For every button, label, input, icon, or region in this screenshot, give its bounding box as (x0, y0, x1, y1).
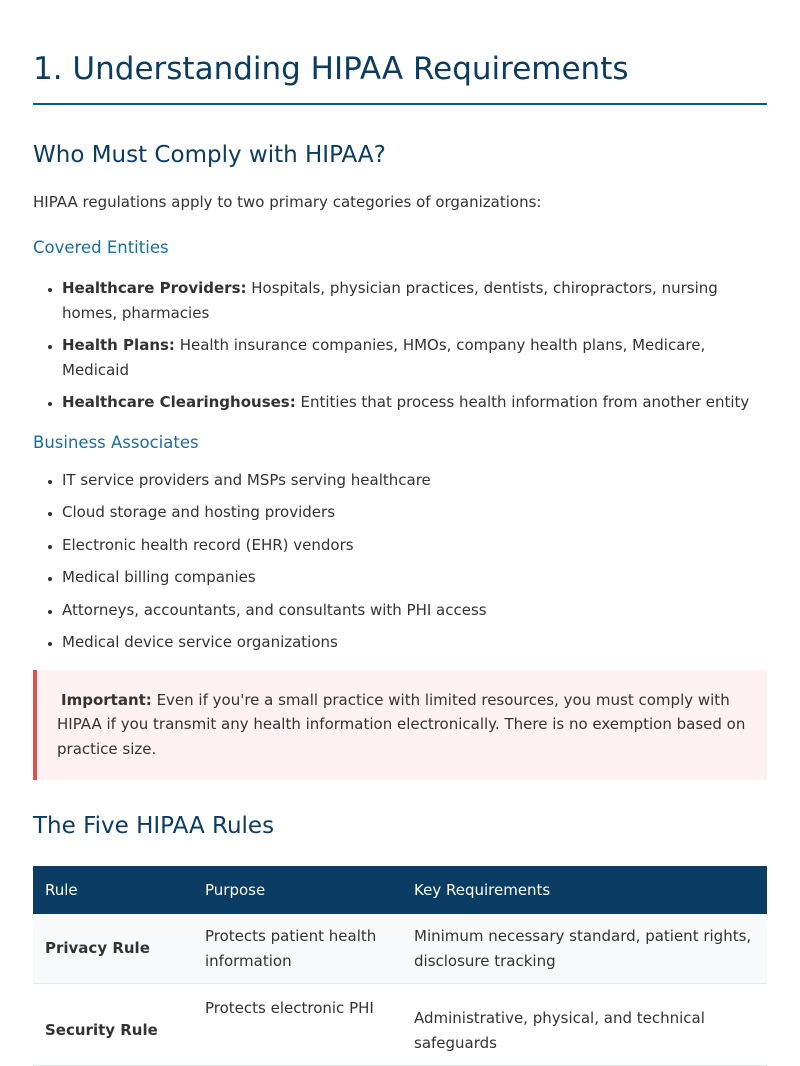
list-item-text: Entities that process health information from another entity (295, 393, 750, 411)
cell-purpose: Protects patient health information (193, 914, 402, 984)
list-item (62, 333, 767, 382)
cell-purpose: Protects electronic PHI (193, 984, 402, 1066)
list-item: • Medical billing companies (62, 565, 767, 590)
callout-label: Important: (61, 690, 152, 709)
covered-entities-list (33, 276, 767, 415)
cell-requirements: Administrative, physical, and technical safeguards (402, 984, 767, 1066)
list-item-text: Health insurance companies, HMOs, company health plans, Medicare, Medicaid (62, 336, 706, 379)
list-item (62, 276, 767, 325)
list-item (62, 390, 767, 415)
important-callout (33, 670, 767, 781)
list-item-text: Hospitals, physician practices, dentists, chiropractors, nursing homes, pharmacies (62, 279, 718, 322)
section-heading-who-must-comply: Who Must Comply with HIPAA? (33, 142, 386, 168)
page-title: 1. Understanding HIPAA Requirements (33, 51, 629, 87)
list-item: • Attorneys, accountants, and consultants with PHI access (62, 598, 767, 623)
cell-requirements: Minimum necessary standard, patient rights, disclosure tracking (402, 914, 767, 984)
title-divider (33, 103, 767, 105)
list-item: • Electronic health record (EHR) vendors (62, 533, 767, 558)
intro-paragraph: HIPAA regulations apply to two primary categories of organizations: (33, 193, 542, 211)
list-item-label: Health Plans: (62, 336, 175, 354)
business-associates-list (33, 468, 767, 655)
subheading-business-associates: Business Associates (33, 432, 199, 452)
cell-rule: Security Rule (33, 984, 193, 1066)
list-item: • Medical device service organizations (62, 630, 767, 655)
table-header-row (33, 866, 767, 914)
table-row (33, 914, 767, 984)
column-header-rule: Rule (33, 866, 193, 914)
list-item: • Cloud storage and hosting providers (62, 500, 767, 525)
callout-text: Even if you're a small practice with limited resources, you must comply with HIPAA if you transmit any health information electronically. There is no exemption based on practice size. (57, 690, 746, 758)
list-item-label: Healthcare Clearinghouses: (62, 393, 296, 411)
hipaa-rules-table (33, 866, 767, 1066)
section-heading-five-rules: The Five HIPAA Rules (33, 813, 275, 839)
column-header-purpose: Purpose (193, 866, 402, 914)
column-header-key-requirements: Key Requirements (402, 866, 767, 914)
list-item-label: Healthcare Providers: (62, 279, 247, 297)
table-row (33, 984, 767, 1066)
subheading-covered-entities: Covered Entities (33, 238, 169, 257)
cell-rule: Privacy Rule (33, 914, 193, 984)
list-item: • IT service providers and MSPs serving healthcare (62, 468, 767, 493)
